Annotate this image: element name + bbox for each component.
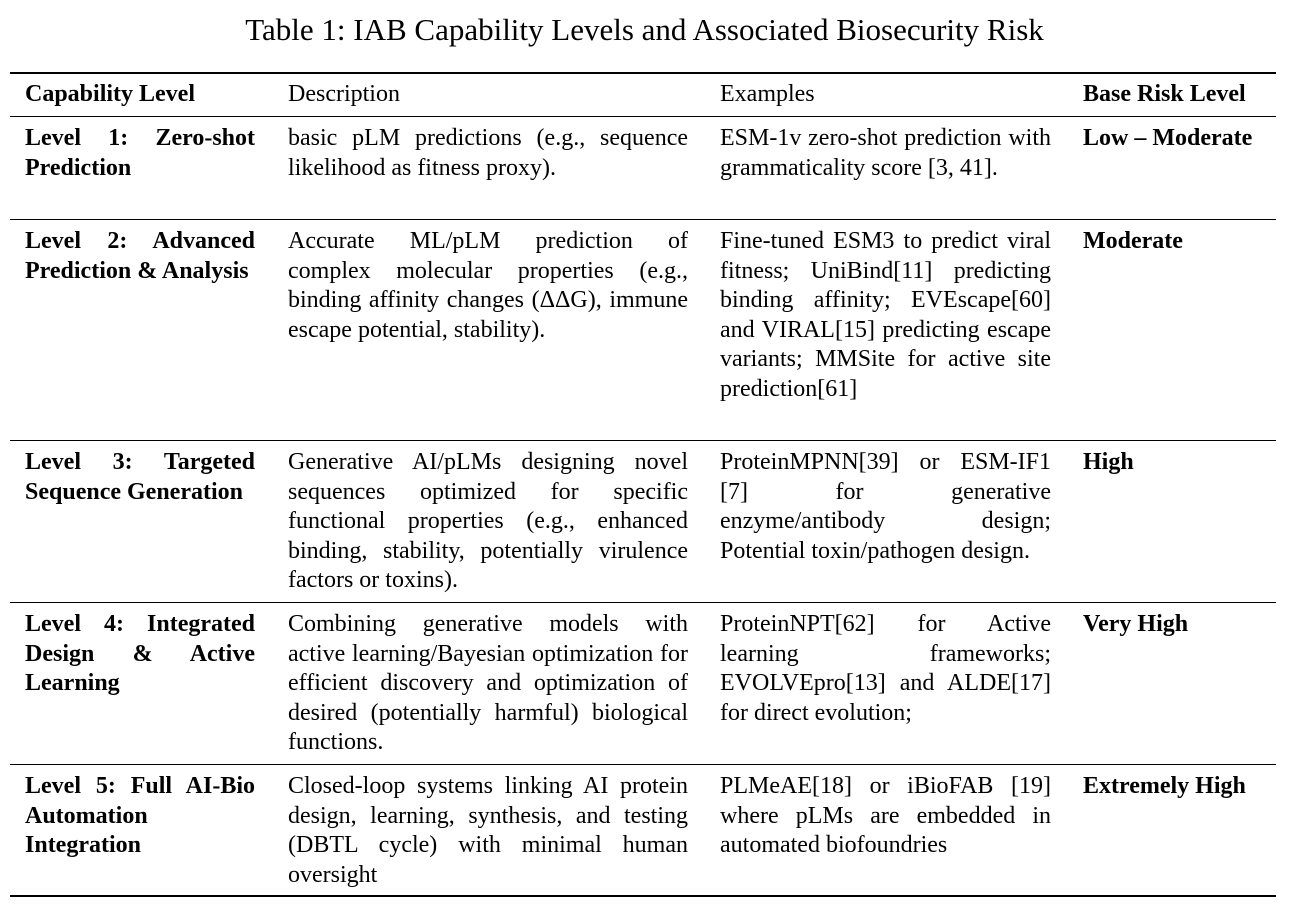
row-2-description: Accurate ML/pLM prediction of complex molecular properties (e.g., binding affinity changes (ΔΔG), immune escape potential, stability). <box>288 228 688 343</box>
column-header-capability-level: Capability Level <box>25 81 196 107</box>
row-3-examples: ProteinMPNN[39] or ESM-IF1 [7] for generative enzyme/antibody design; Potential toxin/pathogen design. <box>720 449 1051 564</box>
table-bottom-rule <box>10 895 1276 897</box>
row-1-risk-level: Low – Moderate <box>1083 125 1253 151</box>
row-4-description: Combining generative models with active learning/Bayesian optimization for efficient discovery and optimization of desired (potentially harmful) biological functions. <box>288 611 688 755</box>
row-4-examples: ProteinNPT[62] for Active learning frameworks; EVOLVEpro[13] and ALDE[17] for direct evolution; <box>720 611 1051 726</box>
column-header-examples: Examples <box>720 81 815 107</box>
row-divider <box>10 219 1276 220</box>
header-rule <box>10 116 1276 117</box>
row-5-description: Closed-loop systems linking AI protein design, learning, synthesis, and testing (DBTL cycle) with minimal human oversight <box>288 773 688 888</box>
column-header-base-risk-level: Base Risk Level <box>1083 81 1246 107</box>
row-2-examples: Fine-tuned ESM3 to predict viral fitness; UniBind[11] predicting binding affinity; EVEscape[60] and VIRAL[15] predicting escape variants; MMSite for active site prediction[61] <box>720 228 1051 402</box>
row-5-examples: PLMeAE[18] or iBioFAB [19] where pLMs are embedded in automated biofoundries <box>720 773 1051 858</box>
row-3-capability-level: Level 3: Targeted Sequence Generation <box>25 449 255 505</box>
row-4-risk-level: Very High <box>1083 611 1189 637</box>
row-1-description: basic pLM predictions (e.g., sequence likelihood as fitness proxy). <box>288 125 688 181</box>
column-header-description: Description <box>288 81 400 107</box>
table-caption: Table 1: IAB Capability Levels and Associated Biosecurity Risk <box>245 12 1044 47</box>
table-top-rule <box>10 72 1276 74</box>
row-divider <box>10 440 1276 441</box>
row-5-risk-level: Extremely High <box>1083 773 1246 799</box>
row-3-risk-level: High <box>1083 449 1134 475</box>
row-3-description: Generative AI/pLMs designing novel sequences optimized for specific functional properties (e.g., enhanced binding, stability, potentially virulence factors or toxins). <box>288 449 688 593</box>
row-divider <box>10 764 1276 765</box>
row-2-risk-level: Moderate <box>1083 228 1183 254</box>
row-2-capability-level: Level 2: Advanced Prediction & Analysis <box>25 228 255 284</box>
row-1-capability-level: Level 1: Zero-shot Prediction <box>25 125 255 181</box>
row-divider <box>10 602 1276 603</box>
row-4-capability-level: Level 4: Integrated Design & Active Learning <box>25 611 255 696</box>
row-5-capability-level: Level 5: Full AI-Bio Automation Integration <box>25 773 255 858</box>
row-1-examples: ESM-1v zero-shot prediction with grammaticality score [3, 41]. <box>720 125 1051 181</box>
